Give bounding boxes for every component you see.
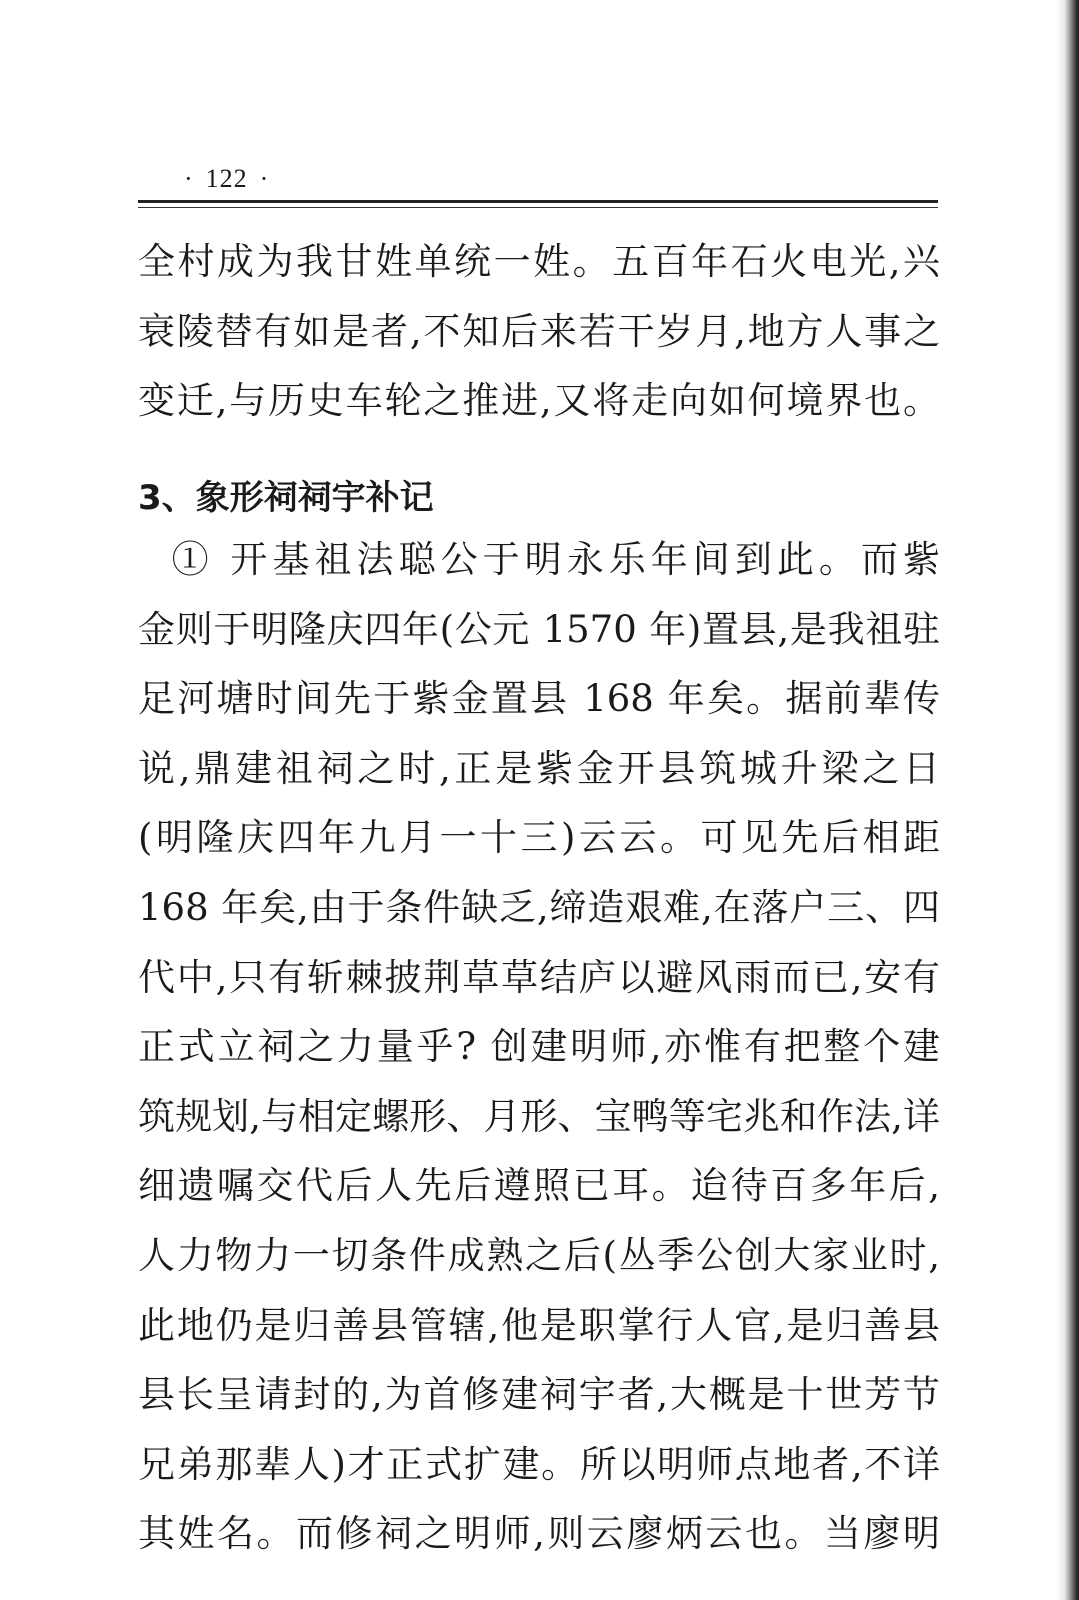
text-line: 衰陵替有如是者,不知后来若干岁月,地方人事之 bbox=[138, 309, 940, 353]
header-dot-left: · bbox=[184, 164, 194, 193]
header-rule-thick bbox=[138, 200, 938, 203]
page-header bbox=[172, 164, 281, 194]
scan-edge-shadow bbox=[1057, 0, 1079, 1600]
page-number: 122 bbox=[205, 164, 248, 193]
text-line: (明隆庆四年九月一十三)云云。可见先后相距 bbox=[138, 816, 940, 860]
text-line: 金则于明隆庆四年(公元 1570 年)置县,是我祖驻 bbox=[138, 607, 940, 651]
text-line: 兄弟那辈人)才正式扩建。所以明师点地者,不详 bbox=[138, 1442, 940, 1486]
text-line: 说,鼎建祖祠之时,正是紫金开县筑城升梁之日 bbox=[138, 746, 940, 790]
text-line: 代中,只有斩棘披荆草草结庐以避风雨而已,安有 bbox=[138, 955, 940, 999]
text-line: 变迁,与历史车轮之推进,又将走向如何境界也。 bbox=[138, 379, 940, 423]
paragraph-continued bbox=[138, 240, 940, 449]
header-rule-thin bbox=[138, 207, 938, 208]
text-line: ① 开基祖法聪公于明永乐年间到此。而紫 bbox=[138, 538, 940, 581]
text-line: 人力物力一切条件成熟之后(丛季公创大家业时, bbox=[138, 1233, 940, 1277]
text-line: 全村成为我甘姓单统一姓。五百年石火电光,兴 bbox=[138, 240, 940, 283]
text-line: 县长呈请封的,为首修建祠宇者,大概是十世芳节 bbox=[138, 1373, 940, 1417]
text-line: 168 年矣,由于条件缺乏,缔造艰难,在落户三、四 bbox=[138, 885, 940, 929]
text-line: 其姓名。而修祠之明师,则云廖炳云也。当廖明 bbox=[138, 1512, 940, 1556]
text-line: 足河塘时间先于紫金置县 168 年矣。据前辈传 bbox=[138, 677, 940, 721]
text-line: 正式立祠之力量乎? 创建明师,亦惟有把整个建 bbox=[138, 1025, 940, 1069]
text-line: 细遗嘱交代后人先后遵照已耳。迨待百多年后, bbox=[138, 1164, 940, 1208]
text-line: 筑规划,与相定螺形、月形、宝鸭等宅兆和作法,详 bbox=[138, 1094, 940, 1138]
text-line: 此地仍是归善县管辖,他是职掌行人官,是归善县 bbox=[138, 1303, 940, 1347]
section-heading: 3、象形祠祠宇补记 bbox=[138, 478, 434, 518]
paragraph-section-3 bbox=[138, 538, 940, 1582]
header-dot-right: · bbox=[259, 164, 270, 193]
